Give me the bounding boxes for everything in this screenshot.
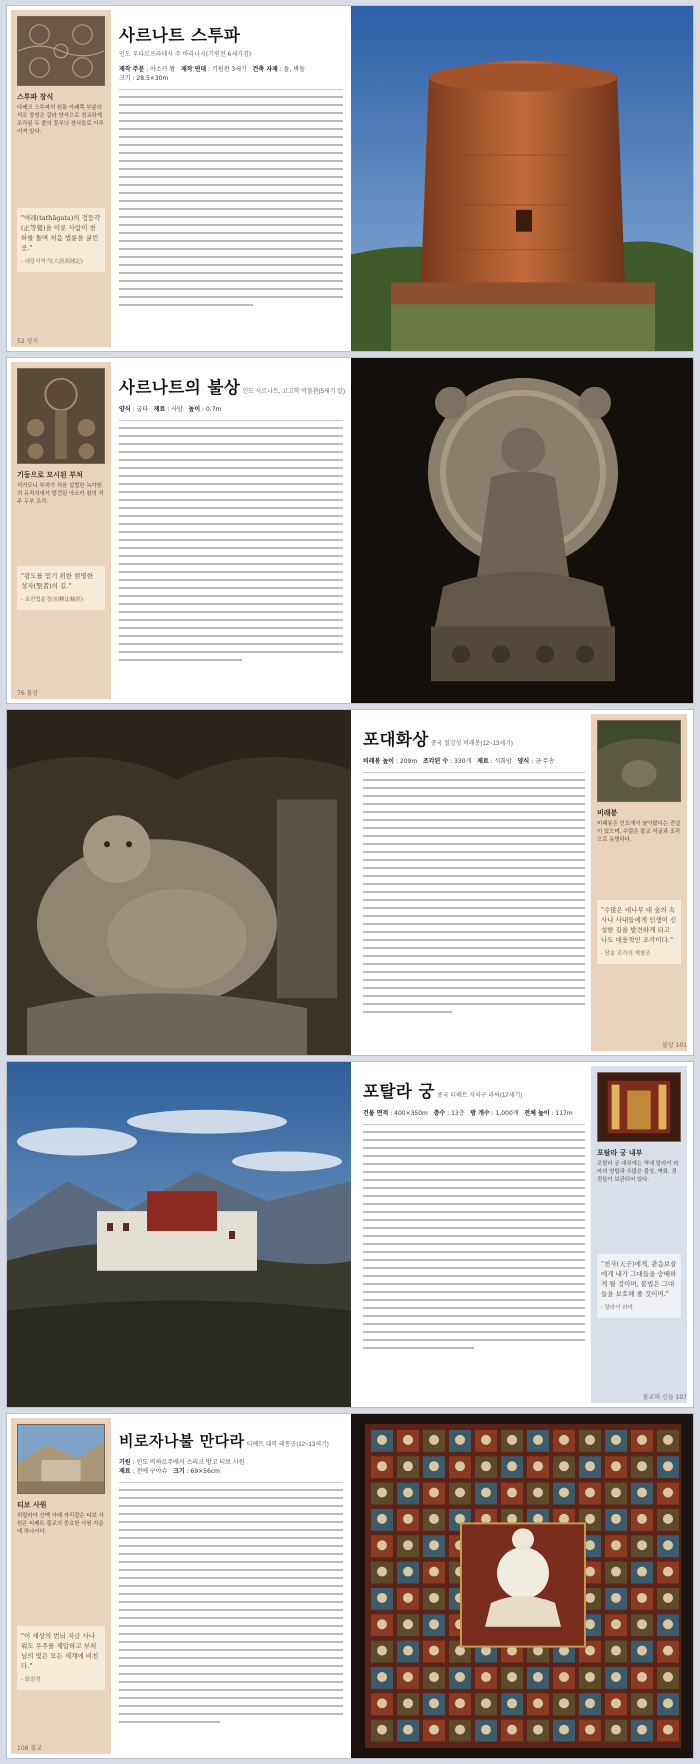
stupa-photo bbox=[351, 6, 694, 351]
page-number: 52 성지 bbox=[17, 338, 39, 345]
divider bbox=[119, 420, 343, 421]
meta-value: 0.7m bbox=[205, 406, 222, 413]
meta-label: 재료 bbox=[119, 1468, 131, 1475]
left-page bbox=[7, 6, 351, 351]
body-text bbox=[363, 779, 585, 1013]
meta-value: 굽타 bbox=[136, 406, 149, 413]
meta-value: 117m bbox=[555, 1110, 573, 1117]
meta-label: 양식 bbox=[119, 406, 131, 413]
quote-box bbox=[597, 1254, 681, 1318]
meta-label: 높이 bbox=[188, 406, 201, 413]
page-title bbox=[363, 726, 585, 750]
divider bbox=[363, 1124, 585, 1125]
spread-budai bbox=[6, 709, 694, 1056]
spread-sarnath-buddha bbox=[6, 357, 694, 704]
article bbox=[119, 22, 343, 312]
meta-value: 석회암 bbox=[494, 758, 512, 765]
page-title bbox=[363, 1078, 585, 1102]
mandala-painting-photo bbox=[351, 1414, 694, 1758]
quote-box bbox=[17, 1626, 105, 1690]
meta-value: 천에 구아슈 bbox=[136, 1468, 168, 1475]
meta-value: 330개 bbox=[454, 758, 472, 765]
article bbox=[119, 1430, 343, 1729]
spread-vairocana-mandala bbox=[6, 1413, 694, 1759]
meta-value: 69×56cm bbox=[190, 1468, 220, 1475]
right-page bbox=[351, 1062, 694, 1407]
meta-label: 방 개수 bbox=[470, 1110, 490, 1117]
page-number: 불상 101 bbox=[662, 1042, 687, 1049]
page-title bbox=[119, 374, 343, 398]
meta-label: 재작 주문 bbox=[119, 66, 145, 73]
page-subtitle: 인도 우타르프라데시 주 바라나시(기원전 6세기경) bbox=[119, 51, 252, 58]
meta-label: 재료 bbox=[153, 406, 166, 413]
body-text bbox=[119, 96, 343, 306]
quote-source: - 화엄경 bbox=[21, 1677, 41, 1683]
caption-text: 히말라야 산맥 아래 자리잡은 티보 사원은 티베트 불교의 중요한 사원 가운데 하나이다. bbox=[17, 1513, 104, 1535]
page-number: 108 불교 bbox=[17, 1745, 42, 1752]
meta-value: 금·무송 bbox=[535, 758, 555, 765]
potala-palace-photo bbox=[7, 1062, 351, 1407]
caption-title: 포탈라 궁 내부 bbox=[597, 1149, 643, 1157]
page-number: 불교의 신들 107 bbox=[642, 1394, 687, 1401]
right-page bbox=[351, 710, 694, 1055]
title-subtitle: 중국 절강성 비래봉(12~13세기) bbox=[430, 741, 513, 747]
meta-value: 1,000개 bbox=[495, 1110, 519, 1117]
caption-text: 석가모니 부처가 처음 설법한 녹야원의 유적지에서 발견된 아소카 왕의 석주 두부 조각. bbox=[17, 483, 104, 505]
buddha-statue-photo bbox=[351, 358, 694, 703]
quote-box bbox=[597, 900, 681, 964]
body-text bbox=[363, 1131, 585, 1349]
pillar-relief-image bbox=[17, 368, 105, 464]
page-number: 76 불상 bbox=[17, 690, 39, 697]
page-title: 사르나트 스투파 bbox=[119, 26, 241, 45]
title-subtitle: 인도 사르나트, 고고학 박물관(5세기 말) bbox=[242, 389, 345, 395]
caption-text: 비래봉은 인도에서 날아왔다는 전설이 있으며, 수많은 불교 석굴과 조각으로 유명하다. bbox=[597, 821, 681, 843]
title-text: 사르나트의 불상 bbox=[119, 378, 241, 397]
sidebar bbox=[591, 714, 687, 1051]
meta-value: 기원전 3세기 bbox=[212, 66, 247, 73]
page-title bbox=[119, 1430, 343, 1451]
meta-label: 건축 자재 bbox=[252, 66, 278, 73]
left-page bbox=[7, 1414, 351, 1758]
quote-box bbox=[17, 208, 105, 272]
meta-label: 전체 높이 bbox=[524, 1110, 550, 1117]
article bbox=[363, 1078, 585, 1355]
meta-label: 기원 bbox=[119, 1459, 131, 1466]
meta-info: 양식 : 굽타 재료 : 사암 높이 : 0.7m bbox=[119, 406, 222, 413]
article bbox=[363, 726, 585, 1019]
sidebar bbox=[11, 1418, 111, 1754]
potala-interior-image bbox=[597, 1072, 681, 1142]
caption-title: 기둥으로 모시된 부처 bbox=[17, 471, 83, 479]
title-subtitle: 중국 티베트 자치구 라싸(17세기) bbox=[437, 1093, 523, 1099]
right-page-photo bbox=[351, 6, 694, 351]
caption-text: 다메크 스투파의 원통 아래쪽 부분의 석조 장엄은 갈라 양식으로 정교하게 조각된 두 줄의 꽃무늬 장식들로 이루어져 있다. bbox=[17, 105, 104, 135]
right-page-photo bbox=[351, 358, 694, 703]
body-text bbox=[119, 1489, 343, 1723]
meta-label: 비래봉 높이 bbox=[363, 758, 395, 765]
meta-value: 209m bbox=[399, 758, 418, 765]
meta-label: 건물 면적 bbox=[363, 1110, 389, 1117]
feilai-peak-image bbox=[597, 720, 681, 802]
meta-value: 인도 비하르주에서 스리크 방고 티보 사원 bbox=[136, 1459, 245, 1466]
meta-value: 13층 bbox=[451, 1110, 465, 1117]
quote-box bbox=[17, 566, 105, 610]
meta-info: 건물 면적 : 400×350m 층수 : 13층 방 개수 : 1,000개 전체 높이 : 117m bbox=[363, 1110, 573, 1117]
left-page-photo bbox=[7, 710, 351, 1055]
title-text: 포대화상 bbox=[363, 730, 429, 749]
divider bbox=[119, 89, 343, 90]
quote-source: - 달라이 라마 bbox=[601, 1305, 633, 1311]
quote-text: "광도를 얻기 위한 현명한 성자(聖者)의 길." bbox=[21, 572, 93, 590]
divider bbox=[363, 772, 585, 773]
meta-info: 비래봉 높이 : 209m 조각된 수 : 330개 재료 : 석회암 양식 : 금·무송 bbox=[363, 758, 555, 765]
sidebar bbox=[11, 10, 111, 347]
quote-source: - 당송 조각의 재창조 bbox=[601, 951, 651, 957]
budai-carving-photo bbox=[7, 710, 351, 1055]
size-info: 크기 : 28.5×30m bbox=[119, 75, 169, 82]
quote-text: "이 세상의 번뇌 지금 사나워도 우주를 제압하고 부처님의 빛은 모든 세계에 비친다." bbox=[21, 1632, 99, 1670]
right-page-photo bbox=[351, 1414, 694, 1758]
meta-value: 아소카 왕 bbox=[150, 66, 176, 73]
spread-potala bbox=[6, 1061, 694, 1408]
caption-title: 비래봉 bbox=[597, 809, 618, 817]
meta-label: 재료 bbox=[477, 758, 489, 765]
caption-text: 포탈라 궁 내부에는 역대 달라이 라마의 영탑과 수많은 불상, 벽화, 경전들이 보관되어 있다. bbox=[597, 1161, 679, 1183]
title-subtitle: 티베트 대학 레통공(12~13세기) bbox=[246, 1442, 329, 1448]
spread-sarnath-stupa bbox=[6, 5, 694, 352]
quote-source: - 대당서역기(大唐西域記) bbox=[21, 259, 83, 265]
caption-title: 티보 사원 bbox=[17, 1501, 47, 1509]
meta-label: 층수 bbox=[433, 1110, 446, 1117]
article bbox=[119, 374, 343, 667]
divider bbox=[119, 1482, 343, 1483]
tibo-monastery-image bbox=[17, 1424, 105, 1494]
meta-value: 돌, 벽돌 bbox=[283, 66, 305, 73]
body-text bbox=[119, 427, 343, 661]
caption-title: 스투파 장식 bbox=[17, 93, 54, 101]
meta-info: 재작 주문 : 아소카 왕 재작 연대 : 기원전 3세기 건축 자재 : 돌, 벽돌 크기 : 28.5×30m bbox=[119, 66, 305, 82]
left-page bbox=[7, 358, 351, 703]
meta-value: 400×350m bbox=[394, 1110, 428, 1117]
meta-info: 기원 : 인도 비하르주에서 스리크 방고 티보 사원 재료 : 천에 구아슈 크기 : 69×56cm bbox=[119, 1459, 245, 1475]
meta-label: 재작 연대 bbox=[180, 66, 207, 73]
quote-text: "수많은 대나무 대 숲의 속사나 사내들에게 인생이 신성한 길을 발견하게 되고 나도 대웅적인 조각이다." bbox=[601, 906, 677, 944]
quote-text: "여래(tathāgata)의 정등각(正等覺)을 이룬 사람이 천하를 돌며 처음 법륜을 굴린 곳." bbox=[21, 214, 101, 252]
title-text: 비로자나불 만다라 bbox=[119, 1432, 245, 1450]
sidebar bbox=[11, 362, 111, 699]
meta-label: 조각된 수 bbox=[422, 758, 449, 765]
stupa-carving-image bbox=[17, 16, 105, 86]
meta-label: 양식 bbox=[517, 758, 530, 765]
title-text: 포탈라 궁 bbox=[363, 1082, 436, 1101]
left-page-photo bbox=[7, 1062, 351, 1407]
meta-value: 사암 bbox=[171, 406, 183, 413]
sidebar bbox=[591, 1066, 687, 1403]
quote-source: - 초전법륜경(初轉法輪經) bbox=[21, 597, 83, 603]
meta-label: 크기 bbox=[173, 1468, 185, 1475]
quote-text: "천자(天子)에게, 관음보살에게 내가 그대들을 숭배하게 될 것이며, 불법은 그대들을 보호해 줄 것이며." bbox=[601, 1260, 677, 1298]
